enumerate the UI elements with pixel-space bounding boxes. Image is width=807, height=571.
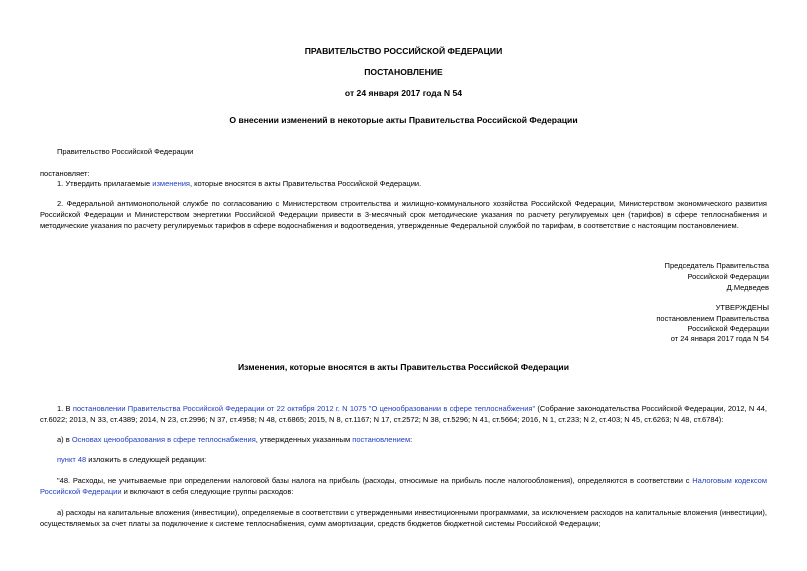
resolution-link[interactable]: постановлением xyxy=(352,435,411,444)
change-1-prefix: 1. В xyxy=(57,404,73,413)
point-48-line xyxy=(57,454,757,465)
approved-line-2: постановлением Правительства xyxy=(656,314,769,323)
item-1-suffix: , которые вносятся в акты Правительства Российской Федерации. xyxy=(189,179,422,188)
item-2: 2. Федеральной антимонопольной службе по согласованию с Министерством строительства и жилищно-коммунального хозяйства Российской Федерации, Министерством экономического развития Российской Федерации и Министерством энергетики Российской Федерации привести в 3-месячный срок методические указания по расчету регулируемых цен (тарифов) в сфере теплоснабжения и методические указания по расчету регулируемых тарифов в сфере водоснабжения и водоотведения, утвержденные Федеральной службой по тарифам, в соответствие с настоящим постановлением. xyxy=(40,199,767,230)
tax-code-link[interactable]: Налоговым кодексом Российской Федерации xyxy=(40,476,767,496)
changes-link[interactable]: изменения xyxy=(152,179,190,188)
sub-a-suffix: : xyxy=(410,435,413,444)
signature-role-1: Председатель Правительства xyxy=(664,261,769,270)
change-1-suffix: (Собрание законодательства Российской Федерации, 2012, N 44, ст.6022; 2013, N 33, ст.4389; 2014, N 23, ст.2996; N 37, ст.4958; N 48, ст.6865; 2015, N 8, ст.1167; N 17, ст.2572; N 38, ст.5296; N 41, ст.5664; 2016, N 1, ст.233; N 2, ст.403; N 45, ст.6263; N 48, ст.6784): xyxy=(40,404,767,424)
doc-type-heading: ПОСТАНОВЛЕНИЕ xyxy=(364,67,443,77)
point-48-suffix: изложить в следующей редакции: xyxy=(86,455,207,464)
intro-decrees: постановляет: xyxy=(40,169,90,178)
sub-item-a-capital-expenses: а) расходы на капитальные вложения (инвестиции), определяемые в соответствии с утвержденными инвестиционными программами, за исключением расходов на капитальные вложения (инвестиции), осуществляемых за счет платы за подключение к системе теплоснабжения, сумм амортизации, средств бюджетов бюджетной системы Российской Федерации; xyxy=(40,508,767,528)
point-48-link[interactable]: пункт 48 xyxy=(57,455,87,464)
changes-title: Изменения, которые вносятся в акты Правительства Российской Федерации xyxy=(237,362,569,372)
resolution-1075-link[interactable]: постановлении Правительства Российской Федерации от 22 октября 2012 г. N 1075 "О ценообразовании в сфере теплоснабжения" xyxy=(72,404,536,413)
approved-heading: УТВЕРЖДЕНЫ xyxy=(715,303,769,312)
quote-48 xyxy=(40,475,767,497)
approved-line-3: Российской Федерации xyxy=(687,324,769,333)
quote-48-prefix: "48. Расходы, не учитываемые при определении налоговой базы налога на прибыль (расходы, относимые на прибыль после налогообложения), определяются в соответствии с xyxy=(57,476,693,485)
sub-a-prefix: а) в xyxy=(57,435,72,444)
government-heading: ПРАВИТЕЛЬСТВО РОССИЙСКОЙ ФЕДЕРАЦИИ xyxy=(304,46,503,56)
sub-item-a xyxy=(57,434,757,445)
item-1 xyxy=(40,178,767,189)
change-1 xyxy=(40,403,767,425)
date-number-heading: от 24 января 2017 года N 54 xyxy=(344,88,463,98)
item-1-prefix: 1. Утвердить прилагаемые xyxy=(57,179,153,188)
signature-name: Д.Медведев xyxy=(726,283,769,292)
document-title: О внесении изменений в некоторые акты Правительства Российской Федерации xyxy=(229,115,578,125)
quote-48-suffix: и включают в себя следующие группы расходов: xyxy=(121,487,294,496)
sub-a-middle: , утвержденных указанным xyxy=(255,435,353,444)
approved-line-4: от 24 января 2017 года N 54 xyxy=(670,334,769,343)
signature-role-2: Российской Федерации xyxy=(687,272,769,281)
intro-government: Правительство Российской Федерации xyxy=(57,147,194,156)
pricing-basics-link[interactable]: Основах ценообразования в сфере теплоснабжения xyxy=(71,435,256,444)
